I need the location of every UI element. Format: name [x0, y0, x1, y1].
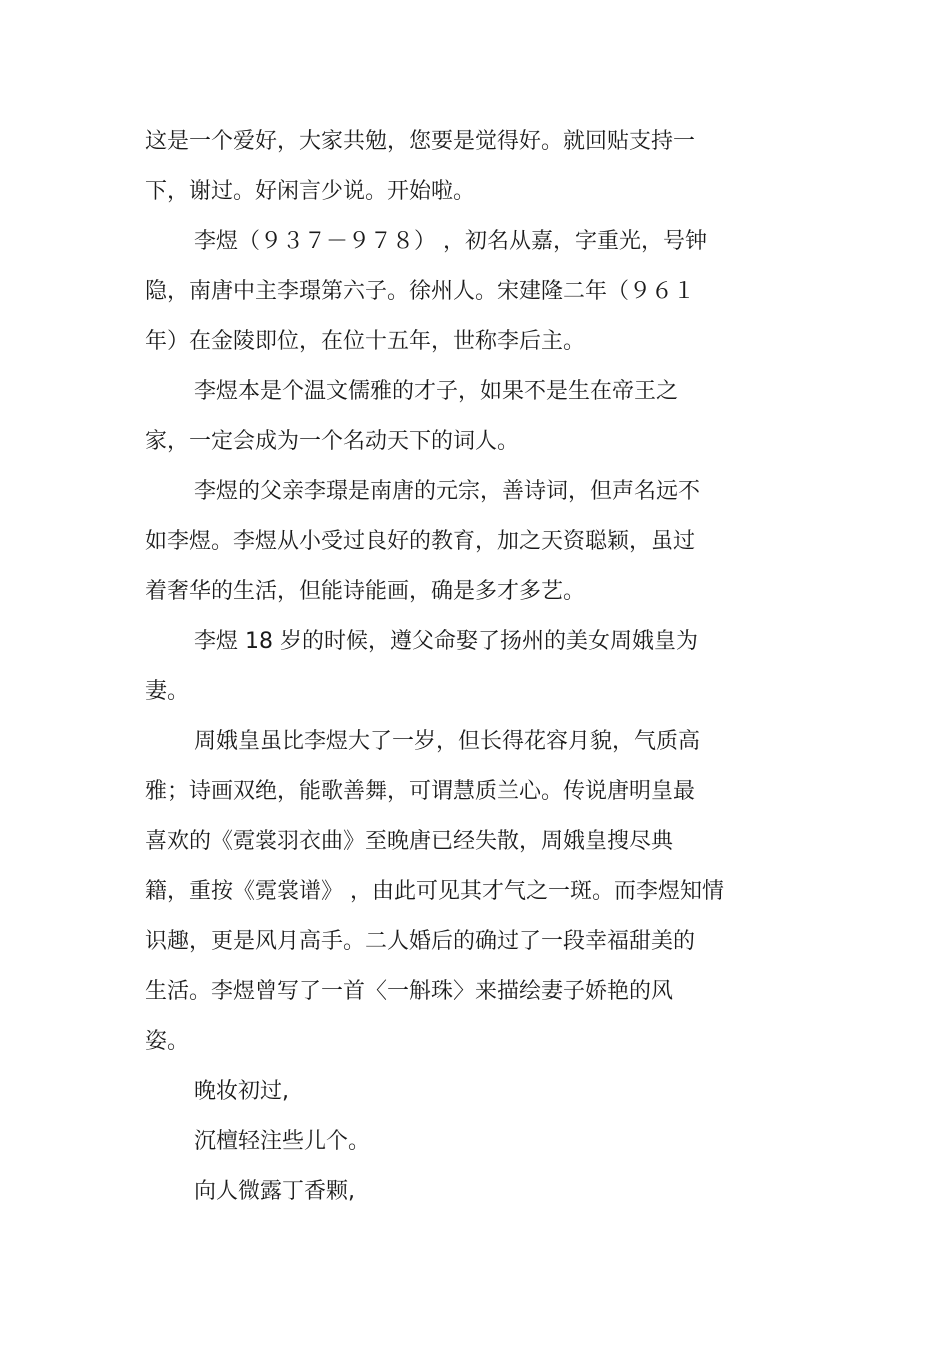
text-line: 李煜（９３７－９７８） ，初名从嘉，字重光，号钟	[194, 229, 707, 254]
text-line: 雅；诗画双绝，能歌善舞，可谓慧质兰心。传说唐明皇最	[145, 779, 696, 804]
text-line: 生活。李煜曾写了一首〈一斛珠〉来描绘妻子娇艳的风	[145, 979, 674, 1004]
poem-line: 向人微露丁香颗,	[194, 1179, 355, 1204]
text-line: 年）在金陵即位，在位十五年，世称李后主。	[145, 329, 586, 354]
text-line: 下，谢过。好闲言少说。开始啦。	[145, 179, 476, 204]
text-line: 喜欢的《霓裳羽衣曲》至晚唐已经失散，周娥皇搜尽典	[145, 829, 674, 854]
text-line: 李煜 18 岁的时候，遵父命娶了扬州的美女周娥皇为	[194, 629, 698, 654]
text-line: 隐，南唐中主李璟第六子。徐州人。宋建隆二年（９６１	[145, 279, 696, 304]
text-line: 如李煜。李煜从小受过良好的教育，加之天资聪颖，虽过	[145, 529, 696, 554]
text-line: 周娥皇虽比李煜大了一岁，但长得花容月貌，气质高	[194, 729, 701, 754]
text-line: 识趣，更是风月高手。二人婚后的确过了一段幸福甜美的	[145, 929, 696, 954]
text-line: 着奢华的生活，但能诗能画，确是多才多艺。	[145, 579, 586, 604]
text-line: 籍，重按《霓裳谱》 ，由此可见其才气之一斑。而李煜知情	[145, 879, 724, 904]
text-line: 妻。	[145, 679, 190, 704]
poem-line: 沉檀轻注些儿个。	[194, 1129, 371, 1154]
text-line: 李煜本是个温文儒雅的才子，如果不是生在帝王之	[194, 379, 679, 404]
text-line: 李煜的父亲李璟是南唐的元宗，善诗词，但声名远不	[194, 479, 701, 504]
text-line: 这是一个爱好，大家共勉，您要是觉得好。就回贴支持一	[145, 129, 696, 154]
poem-line: 晚妆初过,	[194, 1079, 289, 1104]
text-line: 家，一定会成为一个名动天下的词人。	[145, 429, 520, 454]
text-line: 姿。	[145, 1029, 190, 1054]
